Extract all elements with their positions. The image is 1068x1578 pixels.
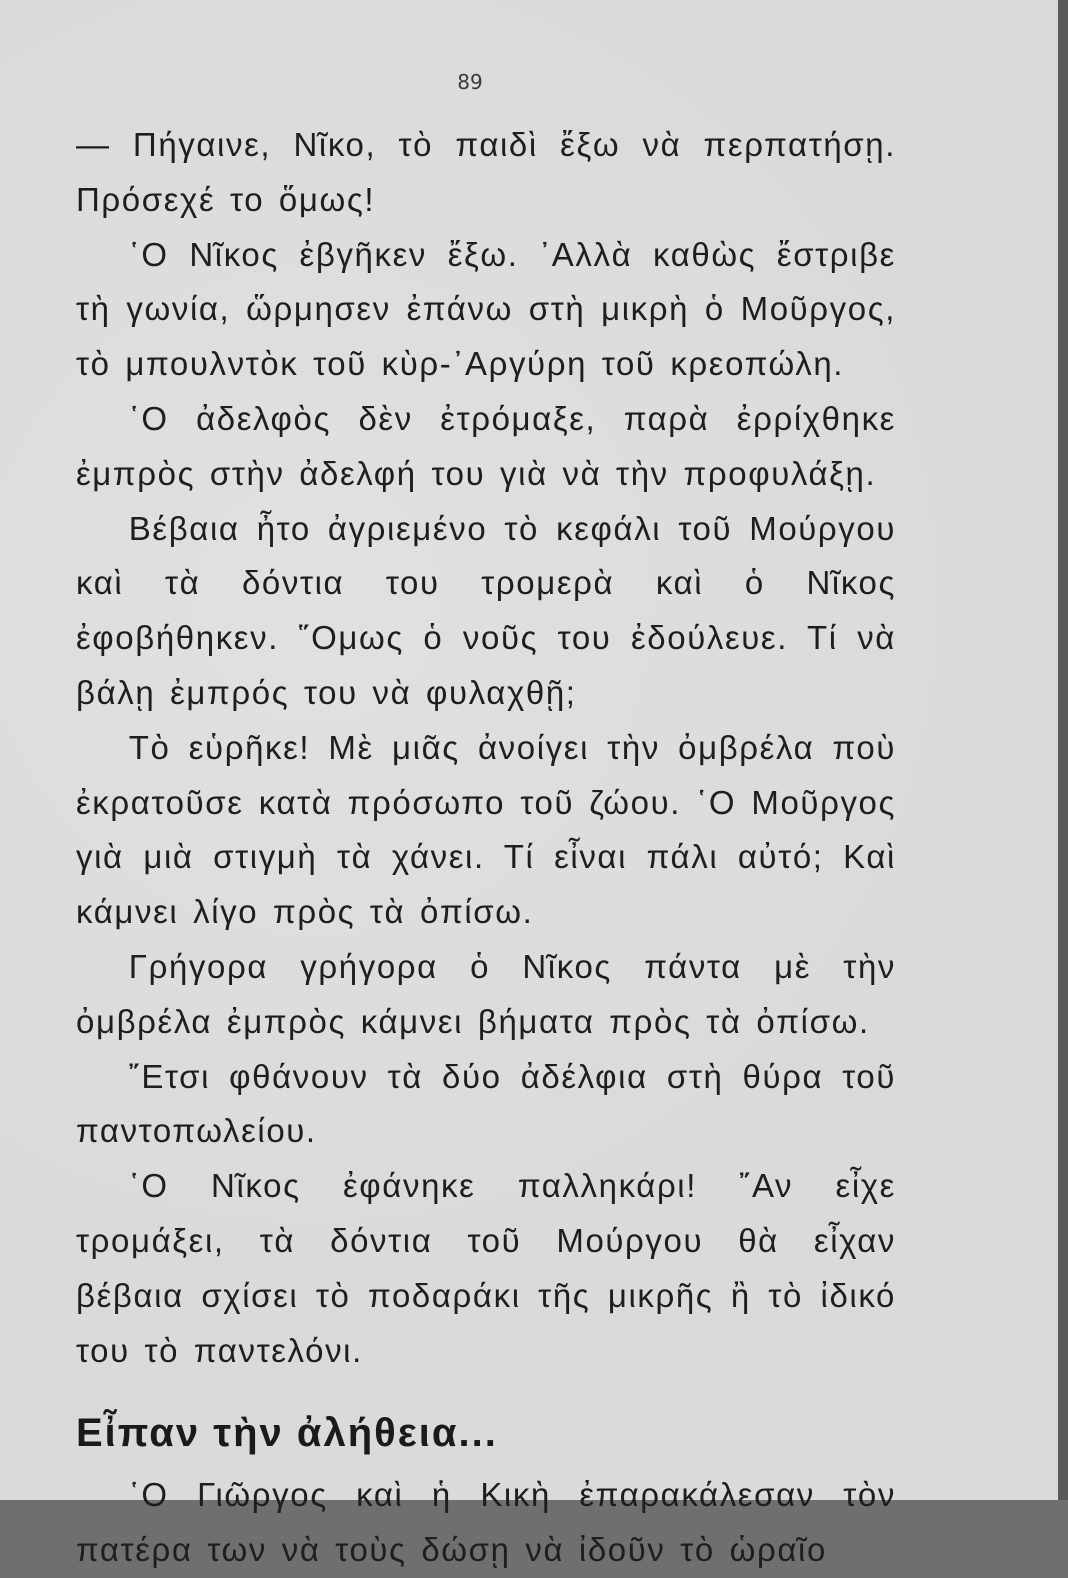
paragraph: Γρήγορα γρήγορα ὁ Νῖκος πάντα μὲ τὴν ὀμβρέλα ἐμπρὸς κάμνει βήματα πρὸς τὰ ὀπίσω. <box>76 947 896 1040</box>
section-heading: Εἶπαν τὴν ἀλήθεια... <box>76 1411 498 1456</box>
paragraph: ῎Ετσι φθάνουν τὰ δύο ἀδέλφια στὴ θύρα τοῦ παντοπωλείου. <box>76 1057 896 1150</box>
page-edge <box>1058 0 1068 1500</box>
page-number: 89 <box>457 70 483 94</box>
body-text <box>76 118 896 1578</box>
paragraph: ῾Ο Νῖκος ἐβγῆκεν ἔξω. ᾿Αλλὰ καθὼς ἔστριβε τὴ γωνία, ὥρμησεν ἐπάνω στὴ μικρὴ ὁ Μοῦργος, τὸ μπουλντὸκ τοῦ κὺρ-᾿Αργύρη τοῦ κρεοπώλη. <box>76 235 896 383</box>
paragraph: ῾Ο Νῖκος ἐφάνηκε παλληκάρι! ῎Αν εἶχε τρομάξει, τὰ δόντια τοῦ Μούργου θὰ εἶχαν βέβαια σχίσει τὸ ποδαράκι τῆς μικρῆς ἢ τὸ ἰδικό του τὸ παντελόνι. <box>76 1167 896 1369</box>
paragraph: ῾Ο ἀδελφὸς δὲν ἐτρόμαξε, παρὰ ἐρρίχθηκε ἐμπρὸς στὴν ἀδελφή του γιὰ νὰ τὴν προφυλάξῃ. <box>76 399 896 492</box>
paragraph-dialogue: — Πήγαινε, Νῖκο, τὸ παιδὶ ἔξω νὰ περπατήσῃ. Πρόσεχέ το ὅμως! <box>76 126 896 218</box>
paragraph: Βέβαια ἦτο ἀγριεμένο τὸ κεφάλι τοῦ Μούργου καὶ τὰ δόντια του τρομερὰ καὶ ὁ Νῖκος ἐφοβήθηκεν. ῞Ομως ὁ νοῦς του ἐδούλευε. Τί νὰ βάλῃ ἐμπρός του νὰ φυλαχθῇ; <box>76 509 896 711</box>
paragraph: Τὸ εὑρῆκε! Μὲ μιᾶς ἀνοίγει τὴν ὀμβρέλα ποὺ ἐκρατοῦσε κατὰ πρόσωπο τοῦ ζώου. ῾Ο Μοῦργος γιὰ μιὰ στιγμὴ τὰ χάνει. Τί εἶναι πάλι αὐτό; Καὶ κάμνει λίγο πρὸς τὰ ὀπίσω. <box>76 728 896 931</box>
section-paragraph: ῾Ο Γιῶργος καὶ ἡ Κικὴ ἐπαρακάλεσαν τὸν πατέρα των νὰ τοὺς δώσῃ νὰ ἰδοῦν τὸ ὡραῖο <box>76 1476 896 1569</box>
